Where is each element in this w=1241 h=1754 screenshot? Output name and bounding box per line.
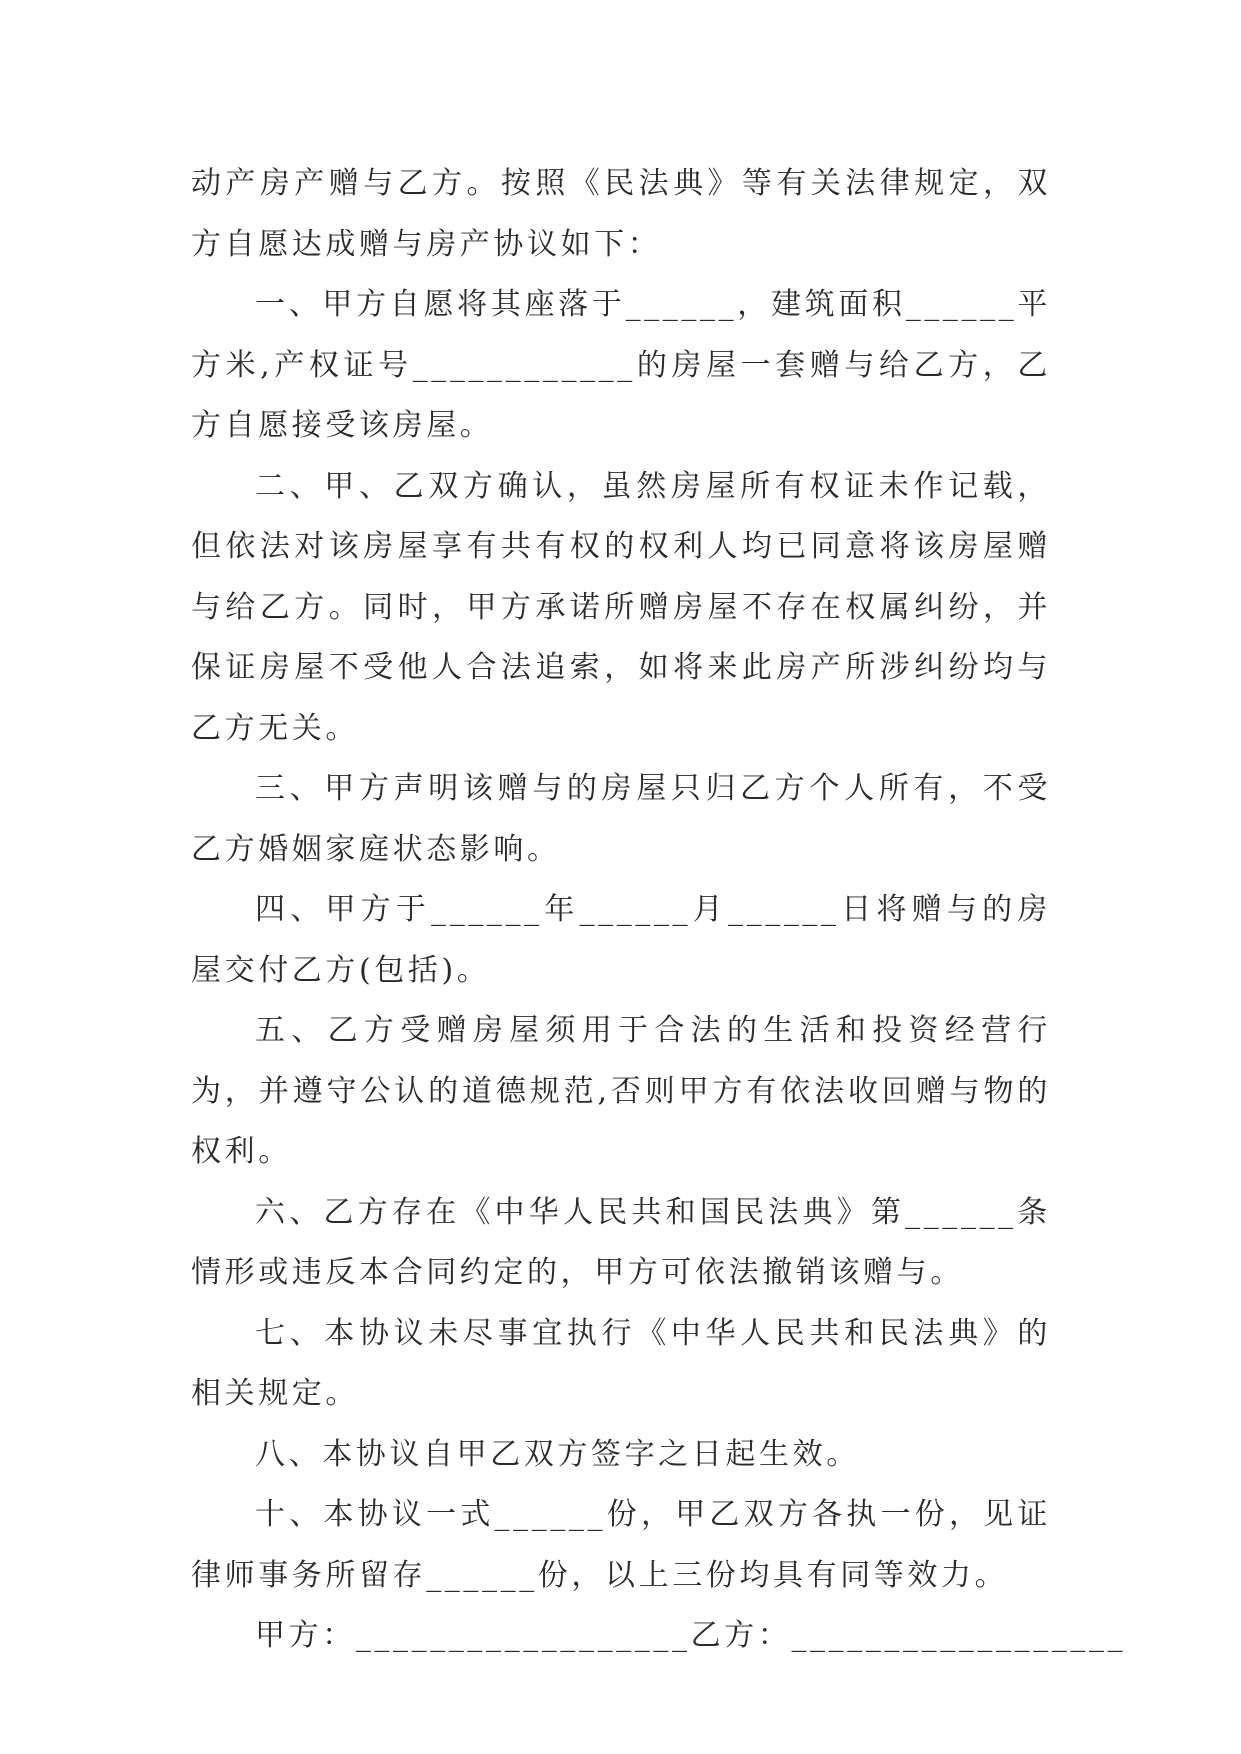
- clause-7-paragraph: 七、本协议未尽事宜执行《中华人民共和民法典》的相关规定。: [191, 1315, 1051, 1411]
- clause-1-paragraph: 一、甲方自愿将其座落于______，建筑面积______平方米,产权证号____________的房屋一套赠与给乙方，乙方自愿接受该房屋。: [191, 287, 1051, 443]
- clause-3-paragraph: 三、甲方声明该赠与的房屋只归乙方个人所有，不受乙方婚姻家庭状态影响。: [191, 771, 1051, 867]
- document-body: [191, 154, 1127, 1667]
- signature-line: [191, 1606, 1127, 1667]
- clause-8-paragraph: 八、本协议自甲乙双方签字之日起生效。: [255, 1436, 860, 1472]
- clause-6-paragraph: 六、乙方存在《中华人民共和国民法典》第______条情形或违反本合同约定的，甲方可依法撤销该赠与。: [191, 1194, 1051, 1290]
- party-a-signature-blank: __________________: [355, 1618, 691, 1653]
- party-a-label: 甲方：: [255, 1618, 356, 1653]
- clause-4-paragraph: 四、甲方于______年______月______日将赠与的房屋交付乙方(包括)。: [191, 892, 1051, 988]
- intro-continuation-paragraph: 动产房产赠与乙方。按照《民法典》等有关法律规定，双方自愿达成赠与房产协议如下：: [191, 166, 1051, 262]
- clause-10-paragraph: 十、本协议一式______份，甲乙双方各执一份，见证律师事务所留存______份，以上三份均具有同等效力。: [191, 1497, 1051, 1593]
- party-b-label: 乙方：: [690, 1618, 792, 1653]
- clause-2-paragraph: 二、甲、乙双方确认，虽然房屋所有权证未作记载，但依法对该房屋享有共有权的权利人均已同意将该房屋赠与给乙方。同时，甲方承诺所赠房屋不存在权属纠纷，并保证房屋不受他人合法追索，如将来此房产所涉纠纷均与乙方无关。: [191, 468, 1051, 746]
- party-b-signature-blank: __________________: [791, 1618, 1127, 1653]
- clause-5-paragraph: 五、乙方受赠房屋须用于合法的生活和投资经营行为，并遵守公认的道德规范,否则甲方有依法收回赠与物的权利。: [191, 1013, 1051, 1169]
